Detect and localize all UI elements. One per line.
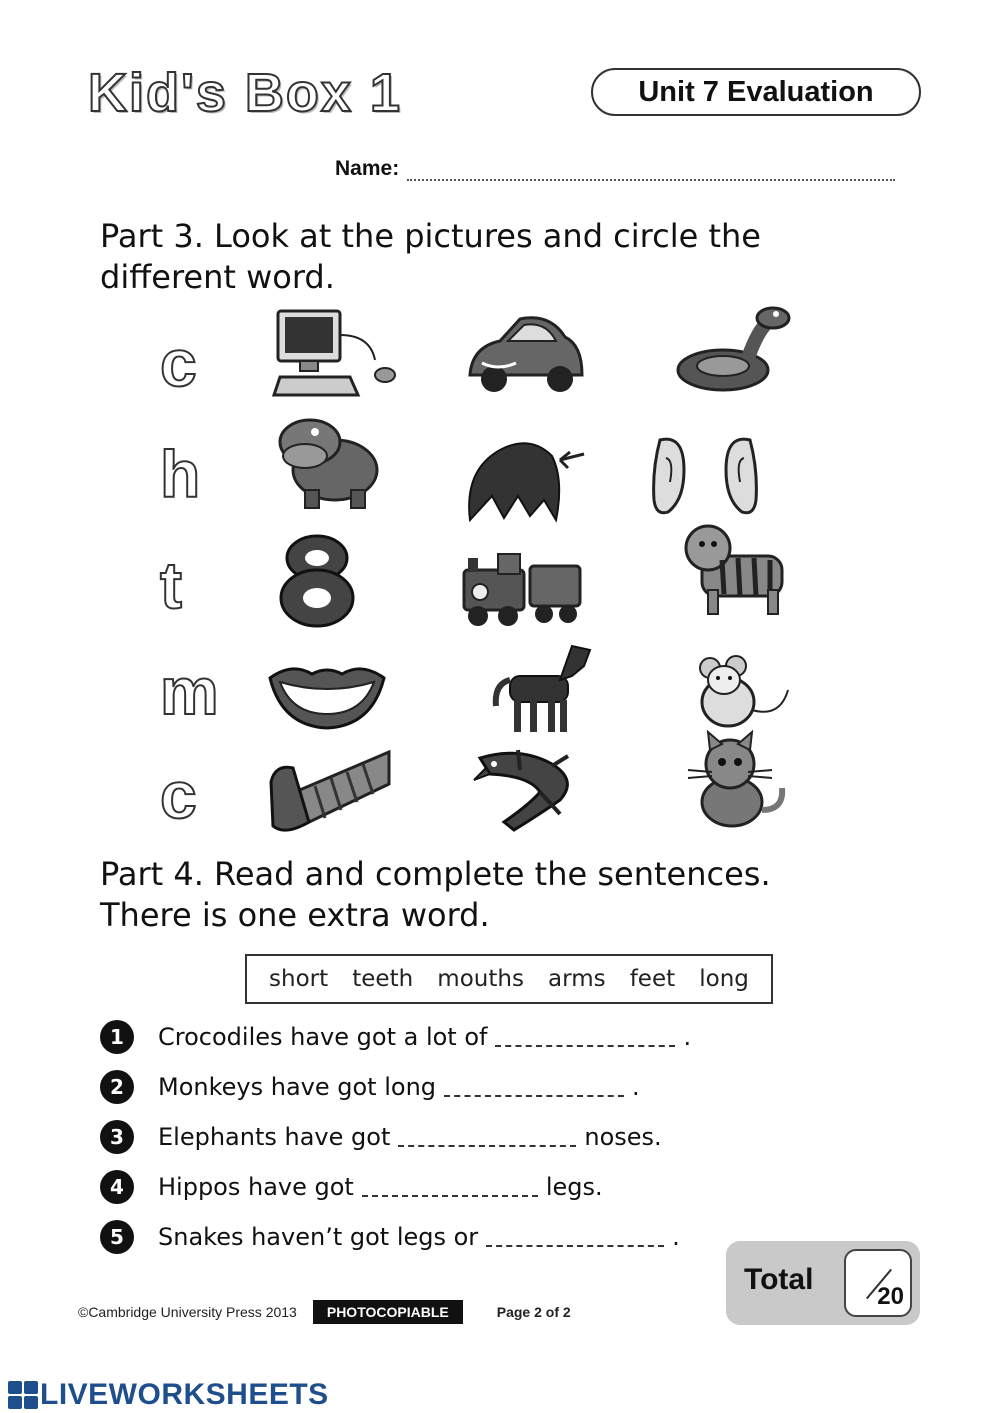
sentence-end: . <box>683 1023 692 1051</box>
snake-icon[interactable] <box>668 300 798 400</box>
sentence-text: Crocodiles have got a lot of <box>158 1023 488 1051</box>
part4-title-line1: Part 4. Read and complete the sentences. <box>100 855 771 893</box>
sentence-number: 4 <box>100 1170 134 1204</box>
part3-title <box>100 216 761 298</box>
score-field[interactable] <box>844 1249 912 1317</box>
word-bank-item: short <box>269 966 329 992</box>
sentence-text: Hippos have got <box>158 1173 354 1201</box>
hair-icon[interactable] <box>460 430 590 530</box>
mouth-icon[interactable] <box>262 640 392 740</box>
answer-blank-5[interactable] <box>486 1227 664 1247</box>
kids-box-logo: Kid's Box 1 <box>88 63 402 123</box>
answer-blank-3[interactable] <box>398 1127 576 1147</box>
sentence-text: Elephants have got <box>158 1123 391 1151</box>
name-label: Name: <box>335 157 400 180</box>
total-score-box <box>726 1241 920 1325</box>
answer-blank-2[interactable] <box>444 1077 624 1097</box>
train-icon[interactable] <box>458 540 588 640</box>
horse-icon[interactable] <box>480 636 610 736</box>
liveworksheets-watermark <box>8 1378 329 1412</box>
total-label: Total <box>744 1263 814 1296</box>
footer <box>78 1300 571 1324</box>
liveworksheets-text: LIVEWORKSHEETS <box>40 1378 329 1411</box>
row1-letter: c <box>160 326 197 400</box>
sentence-1 <box>100 1020 691 1054</box>
word-bank-item: feet <box>629 966 676 992</box>
sentence-end: . <box>632 1073 640 1101</box>
sentence-end: legs. <box>545 1173 603 1201</box>
sentence-number: 5 <box>100 1220 134 1254</box>
word-bank-item: teeth <box>352 966 414 992</box>
answer-blank-1[interactable] <box>495 1027 675 1047</box>
sentence-text: Monkeys have got long <box>158 1073 437 1101</box>
liveworksheets-logo-icon <box>8 1381 38 1409</box>
word-bank-item: mouths <box>437 966 524 992</box>
part4-title <box>100 854 771 936</box>
sentence-text: Snakes haven’t got legs or <box>158 1223 479 1251</box>
sentence-end: noses. <box>584 1123 662 1151</box>
car-icon[interactable] <box>460 305 590 405</box>
total-max: 20 <box>877 1283 904 1310</box>
computer-icon[interactable] <box>270 305 400 405</box>
hippo-icon[interactable] <box>265 412 395 512</box>
sentence-5 <box>100 1220 680 1254</box>
ears-icon[interactable] <box>640 430 770 530</box>
page-number: Page 2 of 2 <box>496 1304 571 1320</box>
row5-letter: c <box>160 758 197 832</box>
tiger-icon[interactable] <box>672 520 802 620</box>
name-field[interactable] <box>407 163 895 181</box>
sentence-4 <box>100 1170 603 1204</box>
row3-letter: t <box>160 548 182 622</box>
photocopiable-badge: PHOTOCOPIABLE <box>313 1300 463 1324</box>
copyright: ©Cambridge University Press 2013 <box>78 1304 297 1320</box>
sentence-number: 1 <box>100 1020 134 1054</box>
part3-title-line2: different word. <box>100 258 335 296</box>
word-bank-item: long <box>699 966 749 992</box>
name-row <box>335 157 895 181</box>
sentence-2 <box>100 1070 640 1104</box>
row2-letter: h <box>160 437 201 511</box>
part4-title-line2: There is one extra word. <box>100 896 490 934</box>
crocodile-icon[interactable] <box>460 740 590 840</box>
sentence-number: 3 <box>100 1120 134 1154</box>
part3-title-line1: Part 3. Look at the pictures and circle the <box>100 217 761 255</box>
sentence-number: 2 <box>100 1070 134 1104</box>
sentence-3 <box>100 1120 662 1154</box>
row4-letter: m <box>160 654 219 728</box>
word-bank <box>245 954 773 1004</box>
eight-icon[interactable] <box>255 530 385 630</box>
answer-blank-4[interactable] <box>362 1177 538 1197</box>
sentence-end: . <box>672 1223 680 1251</box>
word-bank-item: arms <box>548 966 606 992</box>
leg-icon[interactable] <box>265 742 395 842</box>
unit-label: Unit 7 Evaluation <box>591 68 921 116</box>
mouse-icon[interactable] <box>670 640 800 740</box>
cat-icon[interactable] <box>668 730 798 830</box>
